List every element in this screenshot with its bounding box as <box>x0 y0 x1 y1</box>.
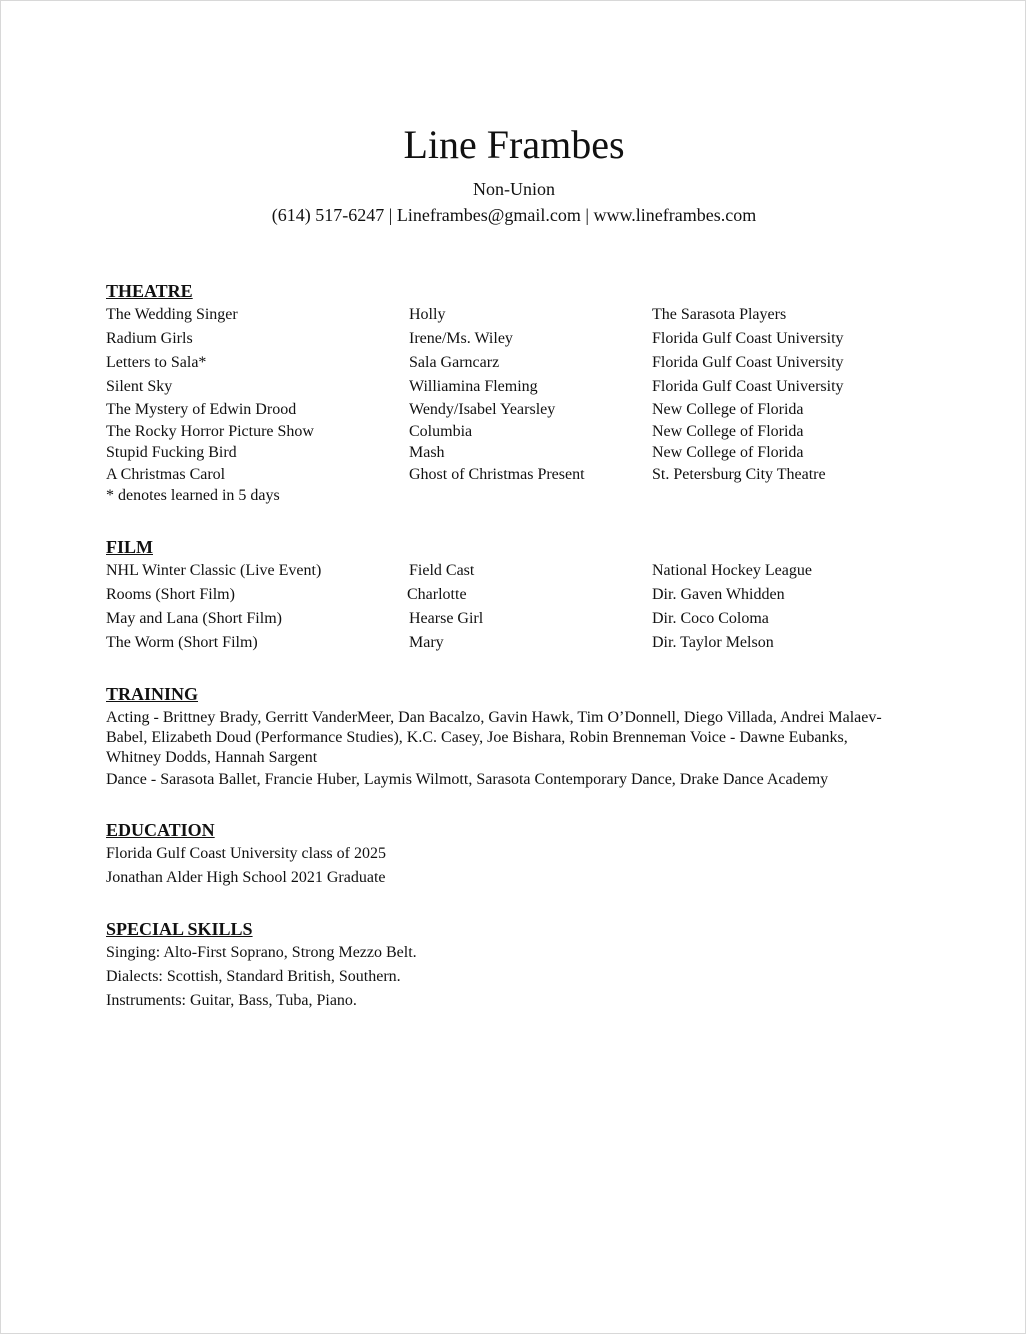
show-title: The Wedding Singer <box>106 306 238 323</box>
theatre-row <box>106 421 906 443</box>
role: Hearse Girl <box>409 610 484 627</box>
skill-item: Instruments: Guitar, Bass, Tuba, Piano. <box>106 992 357 1009</box>
company: The Sarasota Players <box>652 306 787 323</box>
role: Irene/Ms. Wiley <box>409 330 513 347</box>
contact-info: (614) 517-6247 | Lineframbes@gmail.com | www.lineframbes.com <box>271 205 757 225</box>
company: St. Petersburg City Theatre <box>652 465 826 483</box>
role: Sala Garncarz <box>409 354 500 371</box>
credit: National Hockey League <box>652 562 812 579</box>
film-section <box>106 536 906 655</box>
education-item: Jonathan Alder High School 2021 Graduate <box>106 869 386 886</box>
company: Florida Gulf Coast University <box>652 378 844 395</box>
skills-section <box>106 918 906 1013</box>
company: New College of Florida <box>652 401 804 418</box>
theatre-note <box>106 485 906 507</box>
section-title-skills: SPECIAL SKILLS <box>106 919 253 939</box>
section-title-training: TRAINING <box>106 684 199 704</box>
union-status: Non-Union <box>473 179 555 199</box>
theatre-row <box>106 327 906 351</box>
theatre-row <box>106 399 906 421</box>
show-title: Letters to Sala* <box>106 354 207 371</box>
skill-item: Dialects: Scottish, Standard British, Southern. <box>106 968 401 985</box>
role: Columbia <box>409 422 473 440</box>
acting-training: Acting - Brittney Brady, Gerritt VanderMeer, Dan Bacalzo, Gavin Hawk, Tim O’Donnell, Diego Villada, Andrei Malaev-Babel, Elizabeth Doud (Performance Studies), K.C. Casey, Joe Bishara, Robin Brenneman Voice - Dawne Eubanks, Whitney Dodds, Hannah Sargent <box>106 709 882 766</box>
role: Wendy/Isabel Yearsley <box>409 401 556 418</box>
film-row <box>106 607 906 631</box>
section-title-theatre: THEATRE <box>106 281 193 301</box>
theatre-row <box>106 464 906 486</box>
role: Holly <box>409 306 446 323</box>
dance-training: Dance - Sarasota Ballet, Francie Huber, Laymis Wilmott, Sarasota Contemporary Dance, Drake Dance Academy <box>106 771 829 788</box>
actor-name: Line Frambes <box>403 122 625 167</box>
credit: Dir. Taylor Melson <box>652 634 774 651</box>
education-section <box>106 819 906 890</box>
role: Mary <box>409 634 444 651</box>
film-title: The Worm (Short Film) <box>106 634 258 651</box>
role: Williamina Fleming <box>409 378 538 395</box>
show-title: The Rocky Horror Picture Show <box>106 422 314 440</box>
film-row <box>106 559 906 583</box>
role: Field Cast <box>409 562 475 579</box>
show-title: Silent Sky <box>106 378 173 395</box>
role: Mash <box>409 444 445 461</box>
credit: Dir. Gaven Whidden <box>652 586 785 603</box>
film-row <box>106 583 906 607</box>
skill-item: Singing: Alto-First Soprano, Strong Mezzo Belt. <box>106 944 417 961</box>
company: New College of Florida <box>652 422 804 440</box>
role: Ghost of Christmas Present <box>409 465 585 483</box>
credit: Dir. Coco Coloma <box>652 610 769 627</box>
training-section <box>106 683 906 790</box>
theatre-section <box>106 280 906 507</box>
theatre-row <box>106 442 906 464</box>
show-title: Radium Girls <box>106 330 193 347</box>
show-title: The Mystery of Edwin Drood <box>106 401 297 418</box>
theatre-row <box>106 351 906 375</box>
film-title: Rooms (Short Film) <box>106 586 235 603</box>
footnote: * denotes learned in 5 days <box>106 487 280 504</box>
film-title: May and Lana (Short Film) <box>106 610 282 627</box>
resume-header <box>1 121 1026 226</box>
company: New College of Florida <box>652 444 804 461</box>
company: Florida Gulf Coast University <box>652 330 844 347</box>
company: Florida Gulf Coast University <box>652 354 844 371</box>
section-title-education: EDUCATION <box>106 820 215 840</box>
show-title: A Christmas Carol <box>106 465 226 483</box>
film-title: NHL Winter Classic (Live Event) <box>106 562 322 579</box>
education-item: Florida Gulf Coast University class of 2025 <box>106 845 386 862</box>
show-title: Stupid Fucking Bird <box>106 444 237 461</box>
theatre-row <box>106 303 906 327</box>
film-row <box>106 631 906 655</box>
section-title-film: FILM <box>106 537 153 557</box>
role: Charlotte <box>407 586 467 603</box>
theatre-row <box>106 375 906 399</box>
